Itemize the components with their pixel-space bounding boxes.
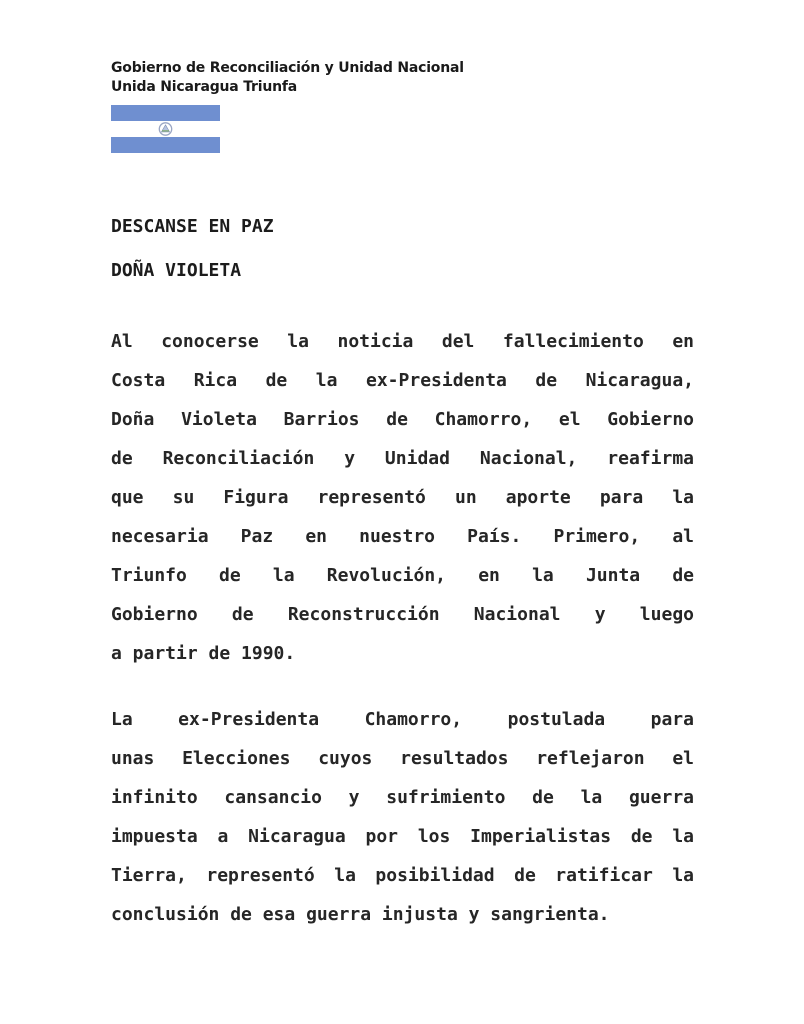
paragraph-line: Al conocerse la noticia del fallecimiento en: [111, 331, 694, 352]
paragraph-line: infinito cansancio y sufrimiento de la guerra: [111, 787, 694, 808]
heading-line-1: DESCANSE EN PAZ: [111, 216, 274, 237]
paragraph-line: conclusión de esa guerra injusta y sangrienta.: [111, 904, 610, 925]
flag-bottom-stripe: [111, 137, 220, 153]
paragraph-line: Costa Rica de la ex-Presidenta de Nicaragua,: [111, 370, 694, 391]
paragraph-line: Tierra, representó la posibilidad de ratificar la: [111, 865, 694, 886]
paragraph-line: Gobierno de Reconstrucción Nacional y luego: [111, 604, 694, 625]
paragraph-line: Doña Violeta Barrios de Chamorro, el Gobierno: [111, 409, 694, 430]
paragraph-line: que su Figura representó un aporte para la: [111, 487, 694, 508]
paragraph-line: de Reconciliación y Unidad Nacional, reafirma: [111, 448, 694, 469]
nicaragua-flag-icon: [111, 105, 220, 153]
paragraph-line: necesaria Paz en nuestro País. Primero, al: [111, 526, 694, 547]
paragraph-line: impuesta a Nicaragua por los Imperialistas de la: [111, 826, 694, 847]
paragraph-2: [111, 700, 694, 934]
paragraph-line: La ex-Presidenta Chamorro, postulada para: [111, 709, 694, 730]
letterhead-slogan: Unida Nicaragua Triunfa: [111, 79, 297, 95]
paragraph-line: a partir de 1990.: [111, 643, 296, 664]
letterhead: [111, 59, 464, 97]
flag-top-stripe: [111, 105, 220, 121]
paragraph-line: Triunfo de la Revolución, en la Junta de: [111, 565, 694, 586]
paragraph-line: unas Elecciones cuyos resultados reflejaron el: [111, 748, 694, 769]
paragraph-1: [111, 322, 694, 673]
document-heading: [111, 205, 274, 293]
heading-line-2: DOÑA VIOLETA: [111, 260, 242, 281]
letterhead-government-name: Gobierno de Reconciliación y Unidad Nacional: [111, 60, 464, 76]
